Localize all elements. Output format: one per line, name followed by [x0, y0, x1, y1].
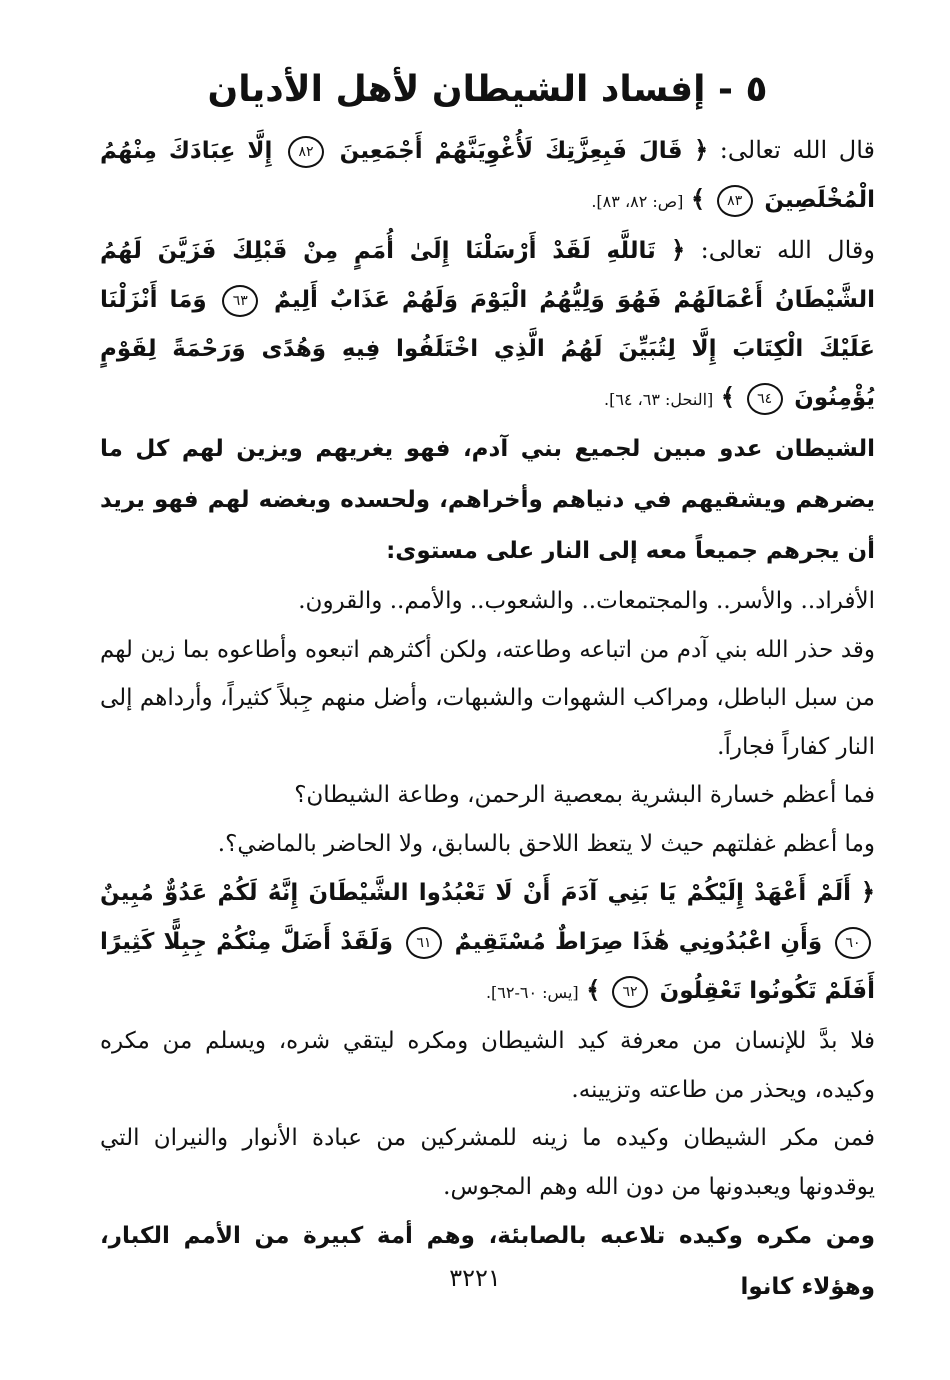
ayah-number-marker: ٨٢ [288, 136, 324, 168]
paragraph: فمن مكر الشيطان وكيده ما زينه للمشركين من عبادة الأنوار والنيران التي يوقدونها ويعبدونها من دون الله وهم المجوس. [100, 1125, 875, 1200]
quran-text: قَالَ فَبِعِزَّتِكَ لَأُغْوِيَنَّهُمْ أَجْمَعِينَ [339, 138, 683, 164]
ayah-number-marker: ٨٣ [717, 185, 753, 217]
paragraph: فما أعظم خسارة البشرية بمعصية الرحمن، وطاعة الشيطان؟ [294, 782, 875, 808]
verse-block-1 [100, 126, 875, 226]
verse-block-2 [100, 226, 875, 424]
verse-reference: [النحل: ٦٣، ٦٤]. [604, 390, 714, 409]
page-number: ٣٢٢١ [449, 1264, 501, 1292]
section-title: ٥ - إفساد الشيطان لأهل الأديان [207, 69, 768, 110]
ayah-number-marker: ٦٤ [747, 383, 783, 415]
quran-text: وَلَقَدْ أَضَلَّ مِنْكُمْ جِبِلًّا كَثِيرًا أَفَلَمْ تَكُونُوا تَعْقِلُونَ [100, 929, 875, 1004]
quran-text: أَلَمْ أَعْهَدْ إِلَيْكُمْ يَا بَنِي آدَمَ أَنْ لَا تَعْبُدُوا الشَّيْطَانَ إِنَّهُ لَكُمْ عَدُوٌّ مُبِينٌ [100, 880, 852, 906]
paragraph: وما أعظم غفلتهم حيث لا يتعظ اللاحق بالسابق، ولا الحاضر بالماضي؟. [217, 830, 875, 857]
verse-reference: [ص: ٨٢، ٨٣]. [591, 192, 684, 211]
verse-close-bracket: ﴾ [691, 185, 706, 213]
quran-text: تَاللَّهِ لَقَدْ أَرْسَلْنَا إِلَىٰ أُمَمٍ مِنْ قَبْلِكَ فَزَيَّنَ لَهُمُ الشَّيْطَانُ أَعْمَالَهُمْ فَهُوَ وَلِيُّهُمُ الْيَوْمَ وَلَهُمْ عَذَابٌ أَلِيمٌ [100, 238, 875, 313]
verse-block-3 [100, 868, 875, 1017]
ayah-number-marker: ٦٠ [835, 927, 871, 959]
quran-text: وَمَا أَنْزَلْنَا عَلَيْكَ الْكِتَابَ إِلَّا لِتُبَيِّنَ لَهُمُ الَّذِي اخْتَلَفُوا فِيهِ وَهُدًى وَرَحْمَةً لِقَوْمٍ يُؤْمِنُونَ [100, 287, 875, 411]
bold-paragraph-last: ومن مكره وكيده تلاعبه بالصابئة، وهم أمة كبيرة من الأمم الكبار، وهؤلاء كانوا [100, 1223, 875, 1300]
verse-close-bracket: ﴾ [586, 976, 601, 1004]
verse-reference: [يس: ٦٠-٦٢]. [485, 983, 579, 1002]
verse-intro: وقال الله تعالى: [700, 236, 875, 264]
ayah-number-marker: ٦٢ [612, 976, 648, 1008]
verse-intro: قال الله تعالى: [719, 136, 875, 164]
ayah-number-marker: ٦٣ [222, 285, 258, 317]
bold-paragraph: الشيطان عدو مبين لجميع بني آدم، فهو يغريهم ويزين لهم كل ما يضرهم ويشقيهم في دنياهم وأخراهم، ولحسده وبغضه لهم فهو يريد أن يجرهم جميعاً معه إلى النار على مستوى: [100, 436, 875, 564]
page [100, 60, 875, 1340]
verse-close-bracket: ﴾ [720, 383, 735, 411]
verse-open-bracket: ﴿ [860, 878, 875, 906]
verse-open-bracket: ﴿ [694, 136, 709, 164]
verse-open-bracket: ﴿ [671, 236, 686, 264]
quran-text: إِلَّا عِبَادَكَ مِنْهُمُ الْمُخْلَصِينَ [100, 138, 875, 213]
levels-line: الأفراد.. والأسر.. والمجتمعات.. والشعوب.. والأمم.. والقرون. [298, 588, 875, 614]
quran-text: وَأَنِ اعْبُدُونِي هَٰذَا صِرَاطٌ مُسْتَقِيمٌ [454, 929, 823, 955]
paragraph: وقد حذر الله بني آدم من اتباعه وطاعته، ولكن أكثرهم اتبعوه وأطاعوه بما زين لهم من سبل الباطل، ومراكب الشهوات والشبهات، وأضل منهم جِبلاً كثيراً، وأرداهم إلى النار كفاراً فجاراً. [100, 636, 875, 760]
paragraph: فلا بدَّ للإنسان من معرفة كيد الشيطان ومكره ليتقي شره، ويسلم من مكره وكيده، ويحذر من طاعته وتزيينه. [100, 1028, 875, 1103]
ayah-number-marker: ٦١ [406, 927, 442, 959]
